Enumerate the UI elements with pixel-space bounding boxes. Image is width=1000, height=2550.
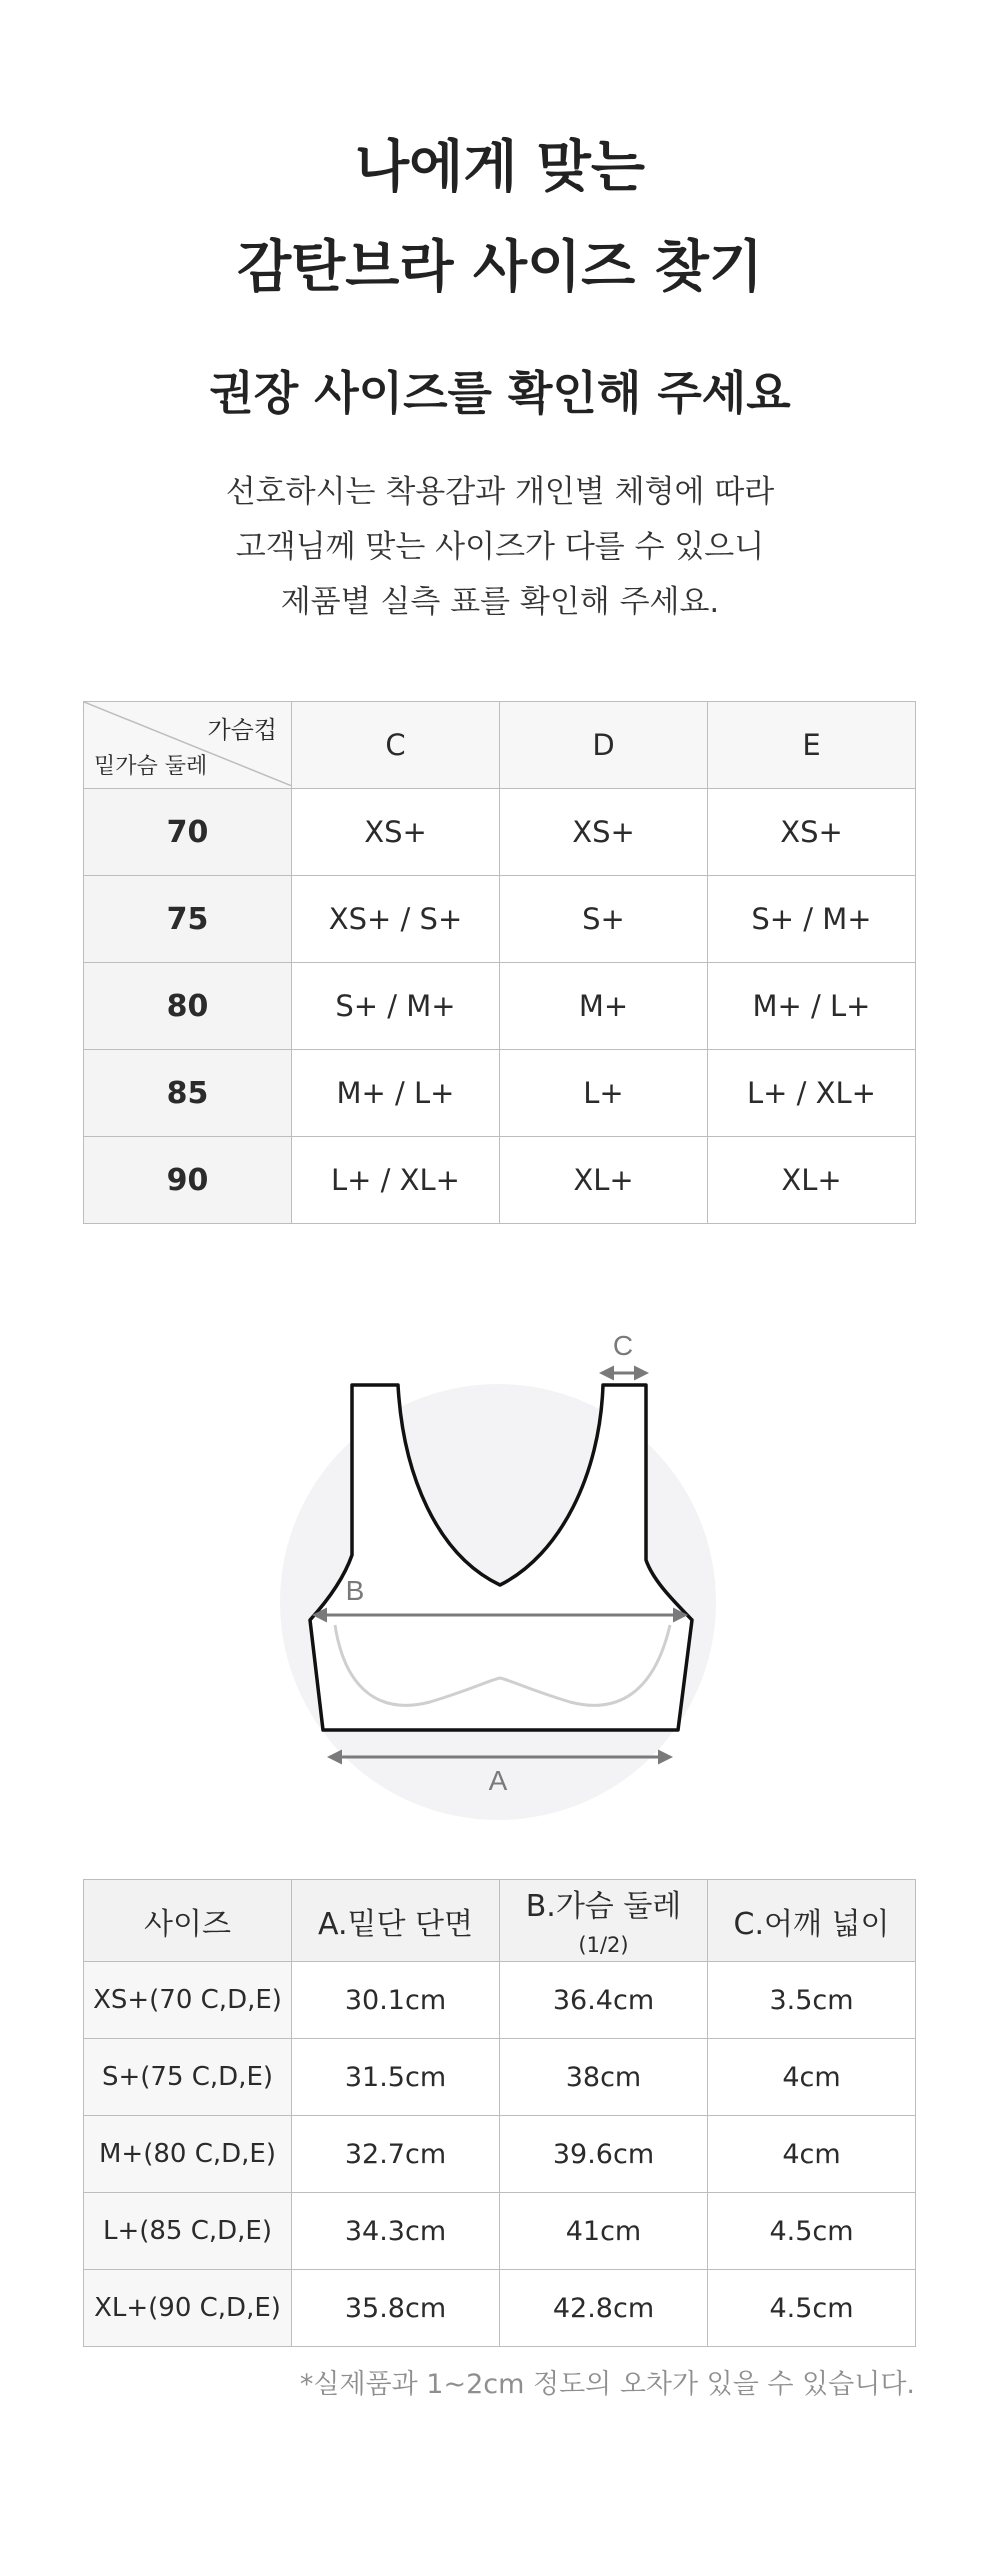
- shoulder-width-cell: 3.5cm: [708, 1962, 916, 2039]
- section-subtitle: 권장 사이즈를 확인해 주세요: [209, 366, 791, 420]
- band-cell: 70: [84, 789, 292, 876]
- cup-header-d: D: [500, 702, 708, 789]
- size-cell: L+(85 C,D,E): [84, 2193, 292, 2270]
- band-cell: 75: [84, 876, 292, 963]
- band-cell: 85: [84, 1050, 292, 1137]
- label-a: A: [488, 1765, 508, 1796]
- cup-axis-label: 가슴컵: [207, 716, 277, 744]
- table-row: [84, 1962, 916, 2039]
- size-cell: XS+ / S+: [292, 876, 500, 963]
- description-line: 제품별 실측 표를 확인해 주세요.: [280, 584, 720, 620]
- hem-width-header: A.밑단 단면: [292, 1880, 500, 1962]
- measure-table-header-row: [84, 1880, 916, 1962]
- cup-header-c: C: [292, 702, 500, 789]
- size-cell: XL+: [500, 1137, 708, 1224]
- hem-width-cell: 32.7cm: [292, 2116, 500, 2193]
- label-b: B: [345, 1575, 365, 1606]
- size-cell: S+(75 C,D,E): [84, 2039, 292, 2116]
- size-cell: L+: [500, 1050, 708, 1137]
- chest-cell: 39.6cm: [500, 2116, 708, 2193]
- size-table-header-row: [84, 702, 916, 789]
- size-cell: M+ / L+: [292, 1050, 500, 1137]
- shoulder-width-header: C.어깨 넓이: [708, 1880, 916, 1962]
- size-cell: XS+: [292, 789, 500, 876]
- table-row: [84, 2039, 916, 2116]
- chest-header-note: (1/2): [578, 1933, 629, 1957]
- size-cell: S+ / M+: [292, 963, 500, 1050]
- size-cell: XS+: [500, 789, 708, 876]
- size-cell: XL+: [708, 1137, 916, 1224]
- table-row: [84, 2193, 916, 2270]
- table-row: [84, 789, 916, 876]
- shoulder-width-cell: 4cm: [708, 2039, 916, 2116]
- size-cell: M+(80 C,D,E): [84, 2116, 292, 2193]
- size-cell: L+ / XL+: [292, 1137, 500, 1224]
- size-header: 사이즈: [84, 1880, 292, 1962]
- label-c: C: [612, 1330, 634, 1361]
- recommended-size-table: [83, 701, 916, 1224]
- table-row: [84, 2116, 916, 2193]
- chest-cell: 38cm: [500, 2039, 708, 2116]
- chest-cell: 36.4cm: [500, 1962, 708, 2039]
- size-cell: XL+(90 C,D,E): [84, 2270, 292, 2347]
- hem-width-cell: 30.1cm: [292, 1962, 500, 2039]
- description: [0, 465, 1000, 630]
- band-cell: 90: [84, 1137, 292, 1224]
- table-row: [84, 963, 916, 1050]
- table-row: [84, 1137, 916, 1224]
- table-row: [84, 1050, 916, 1137]
- size-cell: M+ / L+: [708, 963, 916, 1050]
- chest-cell: 42.8cm: [500, 2270, 708, 2347]
- table-row: [84, 2270, 916, 2347]
- size-cell: XS+(70 C,D,E): [84, 1962, 292, 2039]
- chest-header-label: B.가슴 둘레: [525, 1889, 682, 1924]
- size-cell: S+: [500, 876, 708, 963]
- hem-width-cell: 35.8cm: [292, 2270, 500, 2347]
- hem-width-cell: 34.3cm: [292, 2193, 500, 2270]
- size-cell: XS+: [708, 789, 916, 876]
- hem-width-cell: 31.5cm: [292, 2039, 500, 2116]
- band-cell: 80: [84, 963, 292, 1050]
- size-cell: M+: [500, 963, 708, 1050]
- chest-header: [500, 1880, 708, 1962]
- shoulder-width-cell: 4.5cm: [708, 2270, 916, 2347]
- title-line-2: 감탄브라 사이즈 찾기: [237, 235, 763, 300]
- table-row: [84, 876, 916, 963]
- size-table-corner-cell: [84, 702, 292, 789]
- description-line: 선호하시는 착용감과 개인별 체형에 따라: [225, 474, 775, 510]
- shoulder-width-cell: 4cm: [708, 2116, 916, 2193]
- bra-measurement-diagram: [270, 1315, 730, 1835]
- bra-diagram-svg: [270, 1315, 730, 1835]
- measurement-footnote: *실제품과 1~2cm 정도의 오차가 있을 수 있습니다.: [299, 2369, 915, 2400]
- band-axis-label: 밑가슴 둘레: [94, 754, 208, 779]
- title-line-1: 나에게 맞는: [355, 135, 645, 200]
- size-cell: S+ / M+: [708, 876, 916, 963]
- cup-header-e: E: [708, 702, 916, 789]
- size-cell: L+ / XL+: [708, 1050, 916, 1137]
- shoulder-width-cell: 4.5cm: [708, 2193, 916, 2270]
- page-title: [0, 118, 1000, 318]
- description-line: 고객님께 맞는 사이즈가 다를 수 있으니: [235, 529, 765, 565]
- chest-cell: 41cm: [500, 2193, 708, 2270]
- measurement-table: [83, 1879, 916, 2347]
